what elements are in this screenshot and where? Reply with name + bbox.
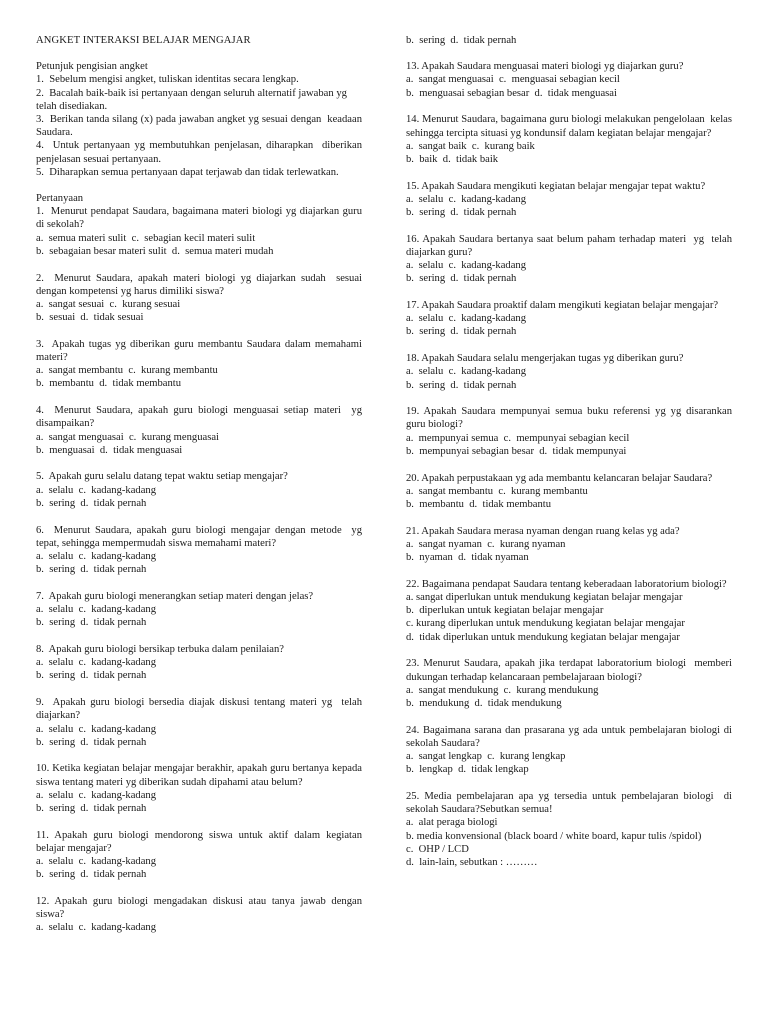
answer-option[interactable]: b. sering d. tidak pernah (406, 273, 517, 285)
instruction-item: 4. Untuk pertanyaan yg membutuhkan penjelasan, diharapkan diberikan penjelasan sesuai pertanyaan. (36, 140, 365, 165)
answer-option[interactable]: b. menguasai d. tidak menguasai (36, 444, 183, 456)
question-block (406, 405, 735, 458)
answer-option[interactable]: b. sering d. tidak pernah (36, 617, 147, 629)
instruction-item: 3. Berikan tanda silang (x) pada jawaban angket yg sesuai dengan keadaan Saudara. (36, 114, 365, 139)
answer-option[interactable]: a. sangat menguasai c. kurang menguasai (36, 431, 219, 443)
answer-option[interactable]: b. nyaman d. tidak nyaman (406, 552, 529, 564)
answer-option[interactable]: d. tidak diperlukan untuk mendukung kegiatan belajar mengajar (406, 631, 680, 643)
answer-option[interactable]: b. sebagaian besar materi sulit d. semua materi mudah (36, 245, 274, 257)
answer-option[interactable]: b. mempunyai sebagian besar d. tidak mempunyai (406, 445, 627, 457)
answer-option[interactable]: b. sering d. tidak pernah (406, 379, 517, 391)
answer-option[interactable]: b. sesuai d. tidak sesuai (36, 312, 144, 324)
answer-option[interactable]: a. sangat baik c. kurang baik (406, 140, 535, 152)
answer-option[interactable]: a. selalu c. kadang-kadang (36, 604, 157, 616)
answer-option[interactable]: a. sangat lengkap c. kurang lengkap (406, 751, 566, 763)
answer-option[interactable]: b. sering d. tidak pernah (36, 736, 147, 748)
question-block (36, 205, 365, 258)
question-text: 25. Media pembelajaran apa yg tersedia untuk pembelajaran biologi di sekolah Saudara?Sebutkan semua! (406, 790, 735, 816)
answer-option[interactable]: b. membantu d. tidak membantu (36, 378, 182, 390)
question-block (406, 472, 732, 512)
question-text: 10. Ketika kegiatan belajar mengajar berakhir, apakah guru bertanya kepada siswa tentang materi yg diberikan sudah dipahami atau belum? (36, 763, 365, 788)
answer-option[interactable]: b. sering d. tidak pernah (36, 803, 147, 815)
answer-option[interactable]: a. mempunyai semua c. mempunyai sebagian kecil (406, 432, 630, 444)
answer-option[interactable]: a. selalu c. kadang-kadang (36, 922, 157, 934)
question-block (406, 233, 735, 286)
answer-option[interactable]: b. sering d. tidak pernah (36, 497, 147, 509)
question-block (36, 404, 365, 457)
question-text: 12. Apakah guru biologi mengadakan diskusi atau tanya jawab dengan siswa? (36, 896, 365, 921)
question-text: 2. Menurut Saudara, apakah materi biologi yg diajarkan sudah sesuai dengan kompetensi yg harus dimiliki siswa? (36, 272, 365, 297)
question-text: 14. Menurut Saudara, bagaimana guru biologi melakukan pengelolaan kelas sehingga tercipta situasi yg kondunsif dalam kegiatan belajar mengajar? (406, 114, 735, 139)
answer-option[interactable]: b. sering d. tidak pernah (406, 207, 517, 219)
answer-option[interactable]: a. selalu c. kadang-kadang (406, 193, 527, 205)
question-text: 3. Apakah tugas yg diberikan guru membantu Saudara dalam memahami materi? (36, 338, 365, 364)
answer-option[interactable]: a. sangat membantu c. kurang membantu (36, 365, 218, 377)
question-text: 6. Menurut Saudara, apakah guru biologi mengajar dengan metode yg tepat, sehingga mempermudah siswa memahami materi? (36, 524, 365, 549)
question-block (36, 762, 365, 815)
answer-option[interactable]: a. selalu c. kadang-kadang (36, 551, 157, 562)
instruction-item: 2. Bacalah baik-baik isi pertanyaan dengan seluruh alternatif jawaban yg telah disediakan. (36, 87, 350, 112)
answer-option[interactable]: a. selalu c. kadang-kadang (406, 313, 527, 325)
answer-option[interactable]: a. sangat menguasai c. menguasai sebagian kecil (406, 74, 620, 86)
question-text: 18. Apakah Saudara selalu mengerjakan tugas yg diberikan guru? (406, 353, 684, 365)
questions-heading: Pertanyaan (36, 193, 84, 205)
answer-option[interactable]: a. sangat nyaman c. kurang nyaman (406, 538, 566, 550)
answer-option[interactable]: a. selalu c. kadang-kadang (36, 723, 157, 735)
question-block (406, 299, 732, 339)
answer-option[interactable]: b. baik d. tidak baik (406, 153, 499, 165)
question-block (36, 470, 362, 510)
answer-option[interactable]: a. semua materi sulit c. sebagian kecil materi sulit (36, 232, 256, 244)
question-text: 7. Apakah guru biologi menerangkan setiap materi dengan jelas? (36, 590, 314, 602)
question-block (36, 643, 362, 683)
question-block (36, 895, 365, 935)
left-column (36, 34, 365, 935)
question-block (406, 180, 732, 220)
question-text: 20. Apakah perpustakaan yg ada membantu kelancaran belajar Saudara? (406, 472, 713, 484)
instruction-item: 1. Sebelum mengisi angket, tuliskan identitas secara lengkap. (36, 74, 299, 86)
answer-option[interactable]: a. sangat membantu c. kurang membantu (406, 485, 588, 497)
question-text: 21. Apakah Saudara merasa nyaman dengan ruang kelas yg ada? (406, 525, 680, 537)
question-block (36, 829, 365, 882)
question-text: 8. Apakah guru biologi bersikap terbuka dalam penilaian? (36, 644, 284, 656)
question-block (406, 790, 735, 869)
left-question-list (36, 205, 365, 934)
answer-option[interactable]: a. selalu c. kadang-kadang (36, 484, 157, 496)
answer-option[interactable]: b. sering d. tidak pernah (406, 35, 517, 46)
instructions-list (36, 73, 365, 179)
right-question-list (406, 60, 735, 869)
question-block (36, 524, 365, 577)
question-text: 11. Apakah guru biologi mendorong siswa untuk aktif dalam kegiatan belajar mengajar? (36, 829, 365, 854)
instructions-heading: Petunjuk pengisian angket (36, 61, 148, 73)
right-column (406, 34, 735, 869)
answer-option[interactable]: c. OHP / LCD (406, 843, 469, 855)
question-block (36, 696, 365, 749)
question-block (406, 657, 735, 710)
answer-option[interactable]: b. sering d. tidak pernah (36, 564, 147, 576)
answer-option[interactable]: b. lengkap d. tidak lengkap (406, 764, 529, 776)
question-text: 9. Apakah guru biologi bersedia diajak diskusi tentang materi yg telah diajarkan? (36, 697, 365, 722)
question-block (406, 113, 735, 166)
question-block (406, 578, 732, 644)
question-text: 22. Bagaimana pendapat Saudara tentang keberadaan laboratorium biologi? (406, 578, 727, 590)
answer-option[interactable]: b. membantu d. tidak membantu (406, 498, 552, 510)
answer-option[interactable]: b. sering d. tidak pernah (36, 869, 147, 881)
answer-option[interactable]: b. diperlukan untuk kegiatan belajar mengajar (406, 605, 604, 617)
question-block (36, 338, 365, 391)
answer-option[interactable]: d. lain-lain, sebutkan : ……… (406, 856, 538, 868)
answer-option[interactable]: c. kurang diperlukan untuk mendukung kegiatan belajar mengajar (406, 618, 685, 630)
question-text: 16. Apakah Saudara bertanya saat belum paham terhadap materi yg telah diajarkan guru? (406, 233, 735, 258)
question-text: 19. Apakah Saudara mempunyai semua buku referensi yg yg disarankan guru biologi? (406, 406, 735, 431)
answer-option[interactable]: a. selalu c. kadang-kadang (406, 366, 527, 378)
question-text: 15. Apakah Saudara mengikuti kegiatan belajar mengajar tepat waktu? (406, 180, 706, 192)
question-block (406, 60, 732, 100)
answer-option[interactable]: b. media konvensional (black board / white board, kapur tulis /spidol) (406, 830, 702, 842)
page-title: ANGKET INTERAKSI BELAJAR MENGAJAR (36, 35, 251, 46)
answer-option[interactable]: b. sering d. tidak pernah (36, 670, 147, 682)
question-block (36, 590, 362, 630)
question-text: 5. Apakah guru selalu datang tepat waktu setiap mengajar? (36, 471, 288, 483)
answer-option[interactable]: a. sangat mendukung c. kurang mendukung (406, 684, 599, 696)
answer-option[interactable]: a. alat peraga biologi (406, 817, 498, 829)
answer-option[interactable]: a. selalu c. kadang-kadang (406, 260, 527, 272)
answer-option[interactable]: a. selalu c. kadang-kadang (36, 657, 157, 669)
answer-option[interactable]: a. sangat diperlukan untuk mendukung kegiatan belajar mengajar (406, 592, 683, 603)
answer-option[interactable]: a. sangat sesuai c. kurang sesuai (36, 298, 181, 310)
answer-option[interactable]: b. mendukung d. tidak mendukung (406, 697, 562, 709)
question-text: 23. Menurut Saudara, apakah jika terdapat laboratorium biologi memberi dukungan terhadap kelancaraan pembelajaraan biologi? (406, 658, 735, 683)
question-text: 13. Apakah Saudara menguasai materi biologi yg diajarkan guru? (406, 61, 684, 73)
question-block (36, 272, 365, 325)
answer-option[interactable]: b. sering d. tidak pernah (406, 326, 517, 338)
question-text: 24. Bagaimana sarana dan prasarana yg ada untuk pembelajaran biologi di sekolah Saudara? (406, 724, 735, 749)
answer-option[interactable]: b. menguasai sebagian besar d. tidak menguasai (406, 87, 617, 99)
question-text: 1. Menurut pendapat Saudara, bagaimana materi biologi yg diajarkan guru di sekolah? (36, 206, 365, 231)
answer-option[interactable]: a. selalu c. kadang-kadang (36, 856, 157, 868)
answer-option[interactable]: a. selalu c. kadang-kadang (36, 789, 157, 801)
question-text: 4. Menurut Saudara, apakah guru biologi menguasai setiap materi yg disampaikan? (36, 405, 365, 430)
question-block (406, 525, 732, 565)
instruction-item: 5. Diharapkan semua pertanyaan dapat terjawab dan tidak terlewatkan. (36, 166, 339, 178)
question-text: 17. Apakah Saudara proaktif dalam mengikuti kegiatan belajar mengajar? (406, 300, 719, 312)
question-block (406, 724, 735, 777)
question-block (406, 352, 732, 392)
